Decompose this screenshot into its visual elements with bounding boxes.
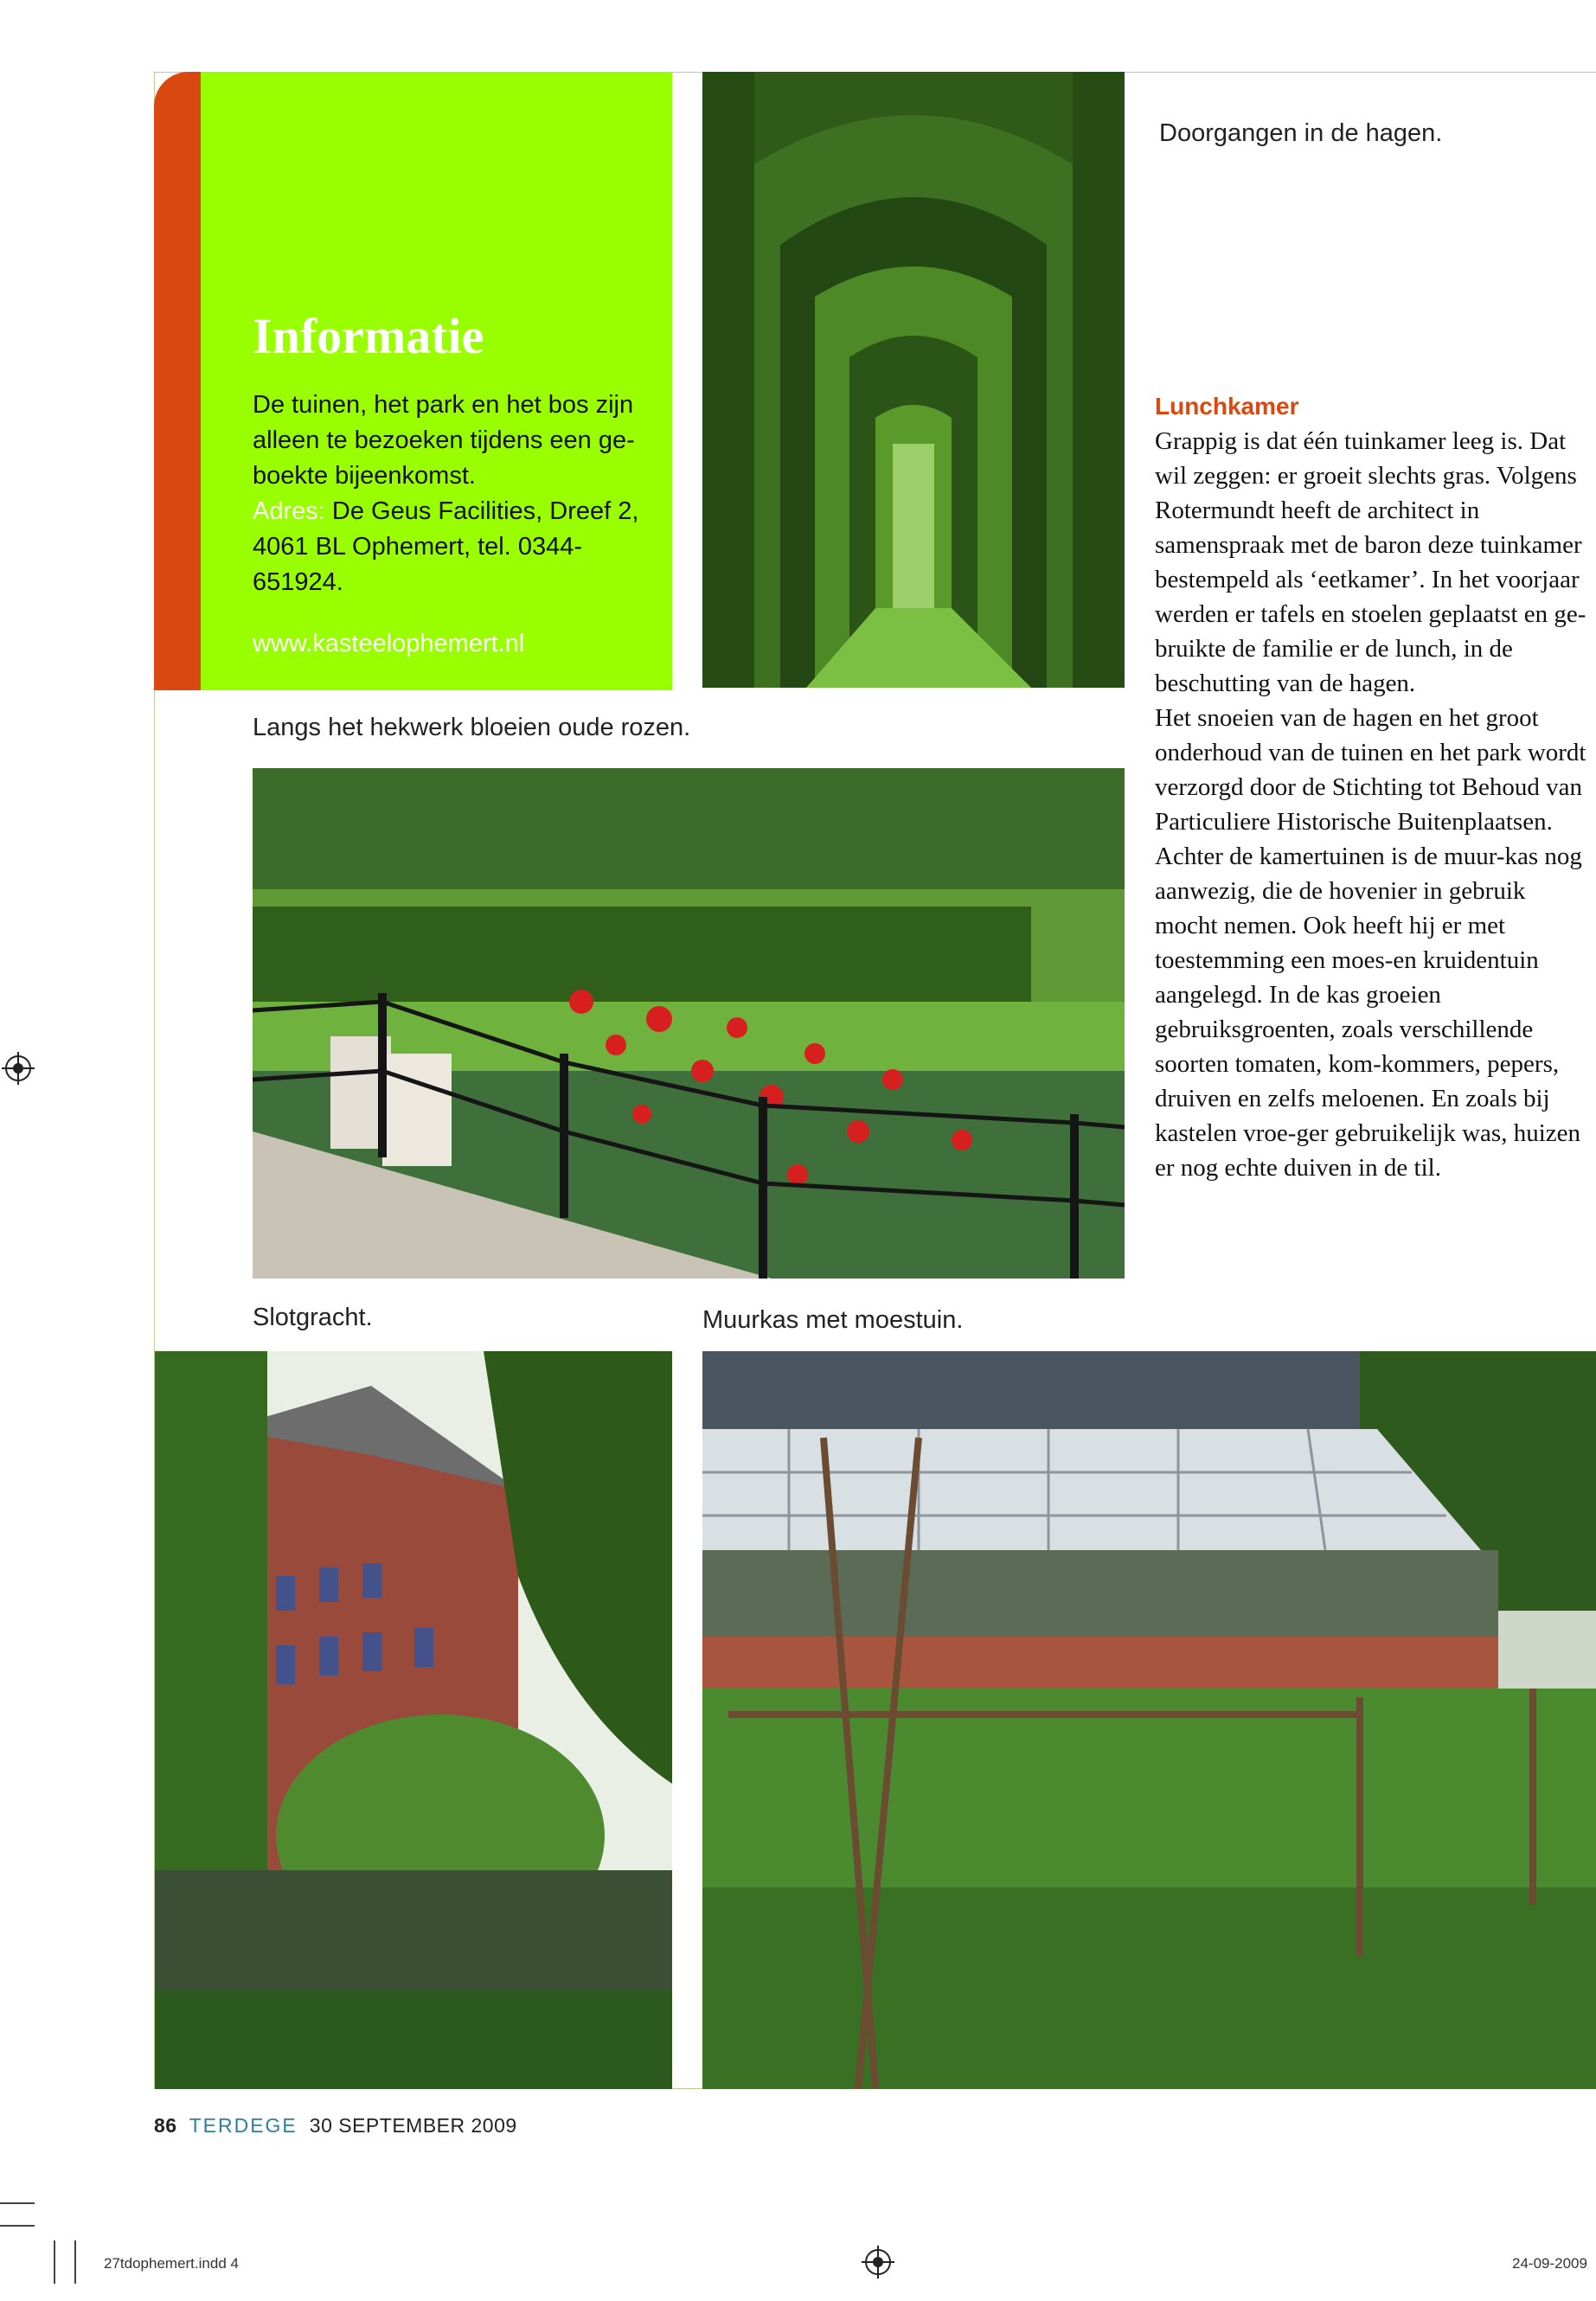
roses-fence-image	[253, 768, 1125, 1279]
info-intro: De tuinen, het park en het bos zijn alleen te bezoeken tijdens een ge-boekte bijeenkomst.	[253, 391, 635, 490]
caption-greenhouse: Muurkas met moestuin.	[702, 1306, 964, 1334]
greenhouse-garden-photo	[702, 1351, 1596, 2089]
article-heading: Lunchkamer	[1155, 393, 1299, 420]
info-title: Informatie	[253, 308, 484, 364]
crop-mark	[54, 2240, 55, 2284]
moat-castle-image	[155, 1351, 672, 2089]
roses-fence-photo	[253, 768, 1125, 1279]
caption-roses: Langs het hekwerk bloeien oude rozen.	[253, 714, 691, 741]
info-text	[253, 388, 659, 600]
article-column	[1155, 389, 1587, 1185]
registration-mark-dot	[13, 1063, 23, 1074]
registration-mark-dot	[873, 2257, 883, 2267]
article-paragraph-1: Grappig is dat één tuinkamer leeg is. Dat wil zeggen: er groeit slechts gras. Volgens Rotermundt heeft de architect in samenspraak met de baron deze tuinkamer bestempeld als ‘eetkamer’. In het voorjaar werden er tafels en stoelen geplaatst en ge-bruikte de familie er de lunch, in de beschutting van de hagen.	[1155, 427, 1586, 697]
slug-filename: 27tdophemert.indd 4	[104, 2255, 239, 2272]
slug-date: 24-09-2009	[1512, 2255, 1587, 2272]
website-link[interactable]: www.kasteelophemert.nl	[253, 630, 525, 657]
registration-mark-bottom	[865, 2249, 891, 2275]
hedge-arches-image	[702, 72, 1125, 688]
caption-hedges: Doorgangen in de hagen.	[1159, 119, 1443, 147]
magazine-name: TERDEGE	[189, 2114, 298, 2137]
info-accent-bar	[154, 72, 201, 690]
issue-date: 30 SEPTEMBER 2009	[309, 2114, 517, 2137]
article-paragraph-3: Achter de kamertuinen is de muur-kas nog aanwezig, die de hovenier in gebruik mocht nemen. Ook heeft hij er met toestemming een moes-en kruidentuin aangelegd. In de kas groeien gebruiksgroenten, zoals verschillende soorten tomaten, kom-kommers, pepers, druiven en zelfs meloenen. En zoals bij kastelen vroe-ger gebruikelijk was, huizen er nog echte duiven in de til.	[1155, 843, 1582, 1182]
caption-moat: Slotgracht.	[253, 1304, 373, 1331]
crop-mark	[0, 2225, 35, 2227]
article-paragraph-2: Het snoeien van de hagen en het groot onderhoud van de tuinen en het park wordt verzorgd door de Stichting tot Behoud van Particuliere Historische Buitenplaatsen.	[1155, 704, 1586, 836]
greenhouse-garden-image	[702, 1351, 1596, 2089]
address-text: De Geus Facilities, Dreef 2, 4061 BL Ophemert, tel. 0344-651924.	[253, 497, 639, 596]
page-footer	[154, 2114, 517, 2138]
page-number: 86	[154, 2114, 177, 2137]
hedge-arches-photo	[702, 72, 1125, 688]
registration-mark-left	[5, 1055, 31, 1081]
moat-castle-photo	[155, 1351, 672, 2089]
crop-mark	[74, 2240, 76, 2284]
address-label: Adres:	[253, 497, 325, 525]
crop-mark	[0, 2202, 35, 2204]
